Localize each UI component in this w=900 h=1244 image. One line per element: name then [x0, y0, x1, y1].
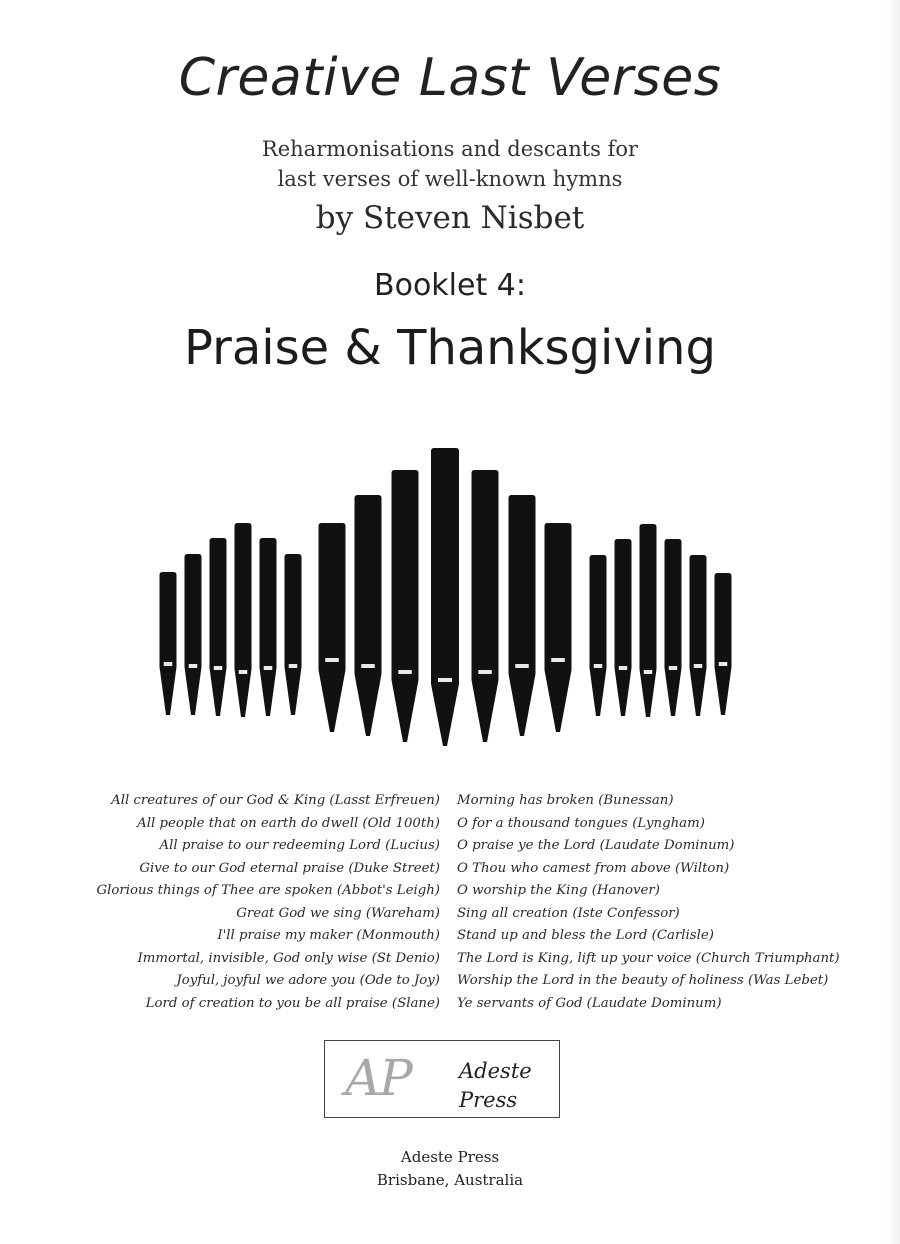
organ-pipe-mouth [438, 678, 452, 682]
hymn-item: O praise ye the Lord (Laudate Dominum) [457, 838, 735, 853]
organ-pipe [260, 538, 277, 716]
organ-pipe [715, 573, 732, 715]
organ-pipe [235, 523, 252, 717]
book-title: Creative Last Verses [178, 48, 722, 108]
organ-pipe [160, 572, 177, 715]
subtitle [0, 134, 900, 194]
subtitle-line-2: last verses of well-known hymns [277, 167, 623, 191]
publisher-location: Brisbane, Australia [376, 1171, 524, 1189]
hymn-item: Immortal, invisible, God only wise (St Denio) [137, 950, 440, 966]
hymn-item: Give to our God eternal praise (Duke Street) [139, 860, 440, 876]
organ-pipe-mouth [515, 664, 529, 668]
subtitle-line-1: Reharmonisations and descants for [261, 137, 639, 161]
logo-mark: AP [345, 1049, 411, 1107]
hymn-item: I'll praise my maker (Monmouth) [217, 928, 440, 943]
author: by Steven Nisbet [315, 200, 585, 236]
hymn-item: All creatures of our God & King (Lasst Erfreuen) [111, 793, 440, 808]
hymn-item: O worship the King (Hanover) [457, 883, 660, 898]
hymn-item: Glorious things of Thee are spoken (Abbot's Leigh) [96, 883, 440, 898]
organ-pipe-mouth [325, 658, 339, 662]
organ-pipe [392, 470, 419, 742]
organ-pipe [545, 523, 572, 732]
organ-pipes-icon [150, 440, 750, 750]
publisher-name: Adeste Press [400, 1148, 500, 1166]
hymn-item: Morning has broken (Bunessan) [457, 793, 674, 808]
organ-pipe [210, 538, 227, 716]
hymn-item: Ye servants of God (Laudate Dominum) [457, 995, 722, 1011]
organ-pipe-mouth [551, 658, 565, 662]
hymn-item: All praise to our redeeming Lord (Lucius) [159, 838, 440, 853]
hymn-item: O Thou who camest from above (Wilton) [457, 860, 730, 876]
organ-pipe-mouth [719, 662, 728, 666]
organ-pipe-mouth [619, 666, 628, 670]
hymn-item: Lord of creation to you be all praise (Slane) [145, 995, 440, 1011]
organ-pipe [285, 554, 302, 715]
publisher-info [0, 1146, 900, 1192]
organ-pipe-mouth [264, 666, 273, 670]
organ-pipe [431, 448, 459, 746]
logo-name [459, 1057, 532, 1115]
hymn-item: Stand up and bless the Lord (Carlisle) [457, 928, 714, 943]
hymn-item: O for a thousand tongues (Lyngham) [457, 815, 705, 831]
hymn-item: Sing all creation (Iste Confessor) [457, 905, 680, 921]
organ-pipe-mouth [289, 664, 298, 668]
hymn-item: All people that on earth do dwell (Old 100th) [137, 815, 440, 831]
hymn-list-left [40, 790, 440, 1015]
organ-pipe [472, 470, 499, 742]
organ-pipe-mouth [669, 666, 678, 670]
organ-pipe-mouth [214, 666, 223, 670]
organ-pipe [690, 555, 707, 716]
organ-pipe-mouth [594, 664, 603, 668]
organ-pipe [590, 555, 607, 716]
publisher-logo [324, 1040, 560, 1118]
organ-pipe-mouth [644, 670, 653, 674]
organ-pipe [185, 554, 202, 715]
hymn-list-right [457, 790, 877, 1015]
organ-pipe-mouth [478, 670, 492, 674]
organ-pipe-mouth [239, 670, 248, 674]
hymn-item: Joyful, joyful we adore you (Ode to Joy) [176, 973, 440, 988]
organ-pipe [509, 495, 536, 736]
organ-pipe-mouth [398, 670, 412, 674]
organ-pipe-mouth [164, 662, 173, 666]
hymn-item: Great God we sing (Wareham) [236, 905, 440, 921]
hymn-item: The Lord is King, lift up your voice (Church Triumphant) [457, 950, 840, 966]
organ-pipe [319, 523, 346, 732]
organ-pipe [615, 539, 632, 716]
booklet-number: Booklet 4: [374, 268, 526, 303]
booklet-theme: Praise & Thanksgiving [184, 320, 716, 376]
logo-name-line-2: Press [459, 1088, 518, 1112]
organ-pipe-mouth [189, 664, 198, 668]
hymn-item: Worship the Lord in the beauty of holiness (Was Lebet) [457, 973, 829, 988]
organ-pipe-mouth [694, 664, 703, 668]
logo-name-line-1: Adeste [459, 1059, 532, 1083]
organ-pipe-mouth [361, 664, 375, 668]
organ-pipe [640, 524, 657, 717]
organ-pipe [355, 495, 382, 736]
organ-pipe [665, 539, 682, 716]
